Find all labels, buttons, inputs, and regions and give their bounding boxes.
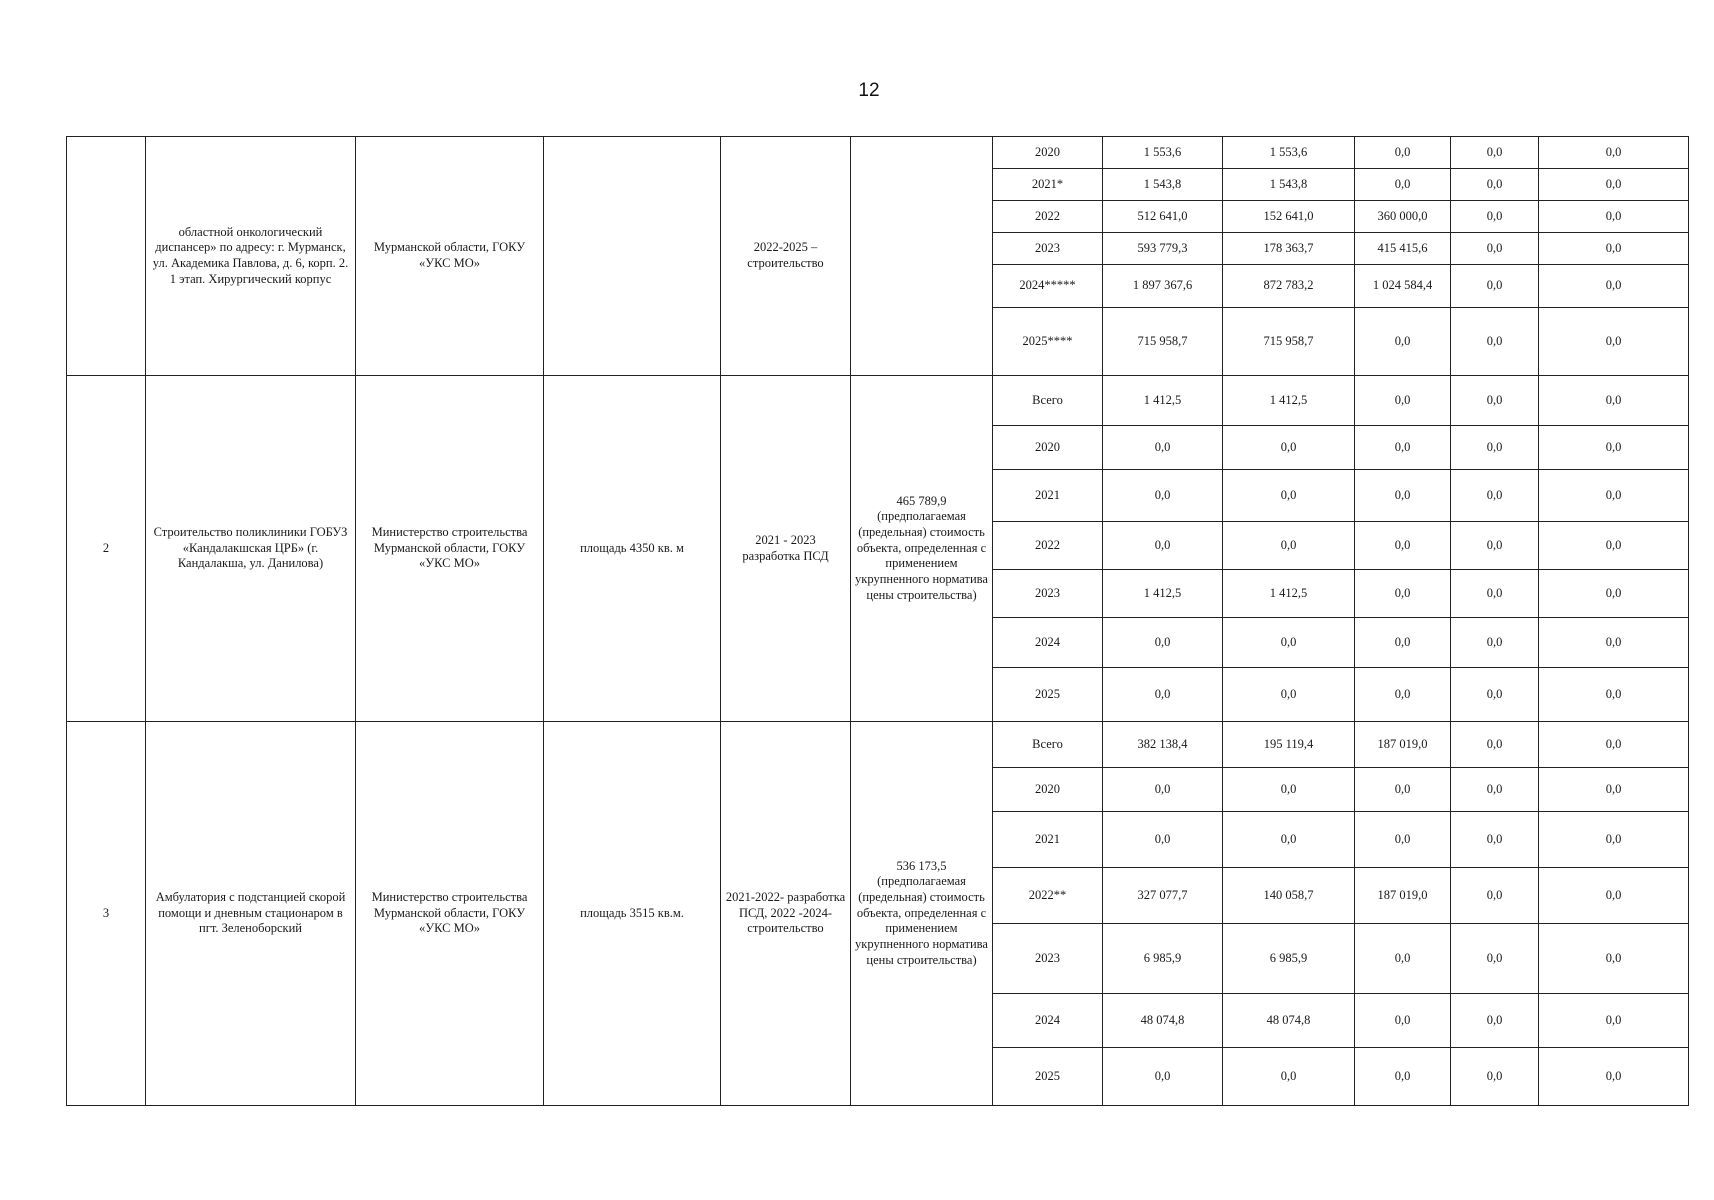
year-cell: 2025: [993, 1048, 1103, 1106]
amount-federal: 0,0: [1355, 1048, 1451, 1106]
amount-total: 0,0: [1103, 812, 1223, 868]
amount-total: 715 958,7: [1103, 308, 1223, 376]
amount-federal: 0,0: [1355, 137, 1451, 169]
amount-other: 0,0: [1539, 924, 1689, 994]
year-cell: Всего: [993, 722, 1103, 768]
amount-regional: 1 553,6: [1223, 137, 1355, 169]
amount-total: 0,0: [1103, 618, 1223, 668]
amount-regional: 1 543,8: [1223, 169, 1355, 201]
amount-local: 0,0: [1451, 1048, 1539, 1106]
amount-other: 0,0: [1539, 868, 1689, 924]
project-period: 2021 - 2023 разработка ПСД: [721, 376, 851, 722]
amount-local: 0,0: [1451, 768, 1539, 812]
amount-local: 0,0: [1451, 470, 1539, 522]
amount-total: 382 138,4: [1103, 722, 1223, 768]
amount-federal: 0,0: [1355, 812, 1451, 868]
year-cell: 2023: [993, 570, 1103, 618]
year-cell: 2024: [993, 994, 1103, 1048]
amount-other: 0,0: [1539, 1048, 1689, 1106]
project-number: 3: [67, 722, 146, 1106]
amount-regional: 0,0: [1223, 426, 1355, 470]
amount-other: 0,0: [1539, 426, 1689, 470]
amount-federal: 0,0: [1355, 994, 1451, 1048]
amount-federal: 0,0: [1355, 376, 1451, 426]
amount-regional: 0,0: [1223, 668, 1355, 722]
amount-federal: 187 019,0: [1355, 868, 1451, 924]
amount-federal: 0,0: [1355, 470, 1451, 522]
project-capacity: площадь 4350 кв. м: [544, 376, 721, 722]
project-executor: Министерство строительства Мурманской области, ГОКУ «УКС МО»: [356, 376, 544, 722]
year-cell: 2024: [993, 618, 1103, 668]
amount-other: 0,0: [1539, 570, 1689, 618]
amount-other: 0,0: [1539, 201, 1689, 233]
amount-local: 0,0: [1451, 812, 1539, 868]
amount-regional: 715 958,7: [1223, 308, 1355, 376]
year-cell: 2020: [993, 426, 1103, 470]
amount-local: 0,0: [1451, 924, 1539, 994]
amount-total: 1 553,6: [1103, 137, 1223, 169]
amount-local: 0,0: [1451, 426, 1539, 470]
amount-local: 0,0: [1451, 668, 1539, 722]
project-capacity: площадь 3515 кв.м.: [544, 722, 721, 1106]
project-executor: Министерство строительства Мурманской области, ГОКУ «УКС МО»: [356, 722, 544, 1106]
amount-local: 0,0: [1451, 618, 1539, 668]
amount-regional: 6 985,9: [1223, 924, 1355, 994]
year-cell: 2020: [993, 137, 1103, 169]
project-cost: 536 173,5 (предполагаемая (предельная) стоимость объекта, определенная с применением укрупненного норматива цены строительства): [851, 722, 993, 1106]
amount-regional: 195 119,4: [1223, 722, 1355, 768]
amount-local: 0,0: [1451, 522, 1539, 570]
year-cell: Всего: [993, 376, 1103, 426]
amount-regional: 152 641,0: [1223, 201, 1355, 233]
amount-federal: 415 415,6: [1355, 233, 1451, 265]
year-cell: 2021: [993, 470, 1103, 522]
amount-other: 0,0: [1539, 137, 1689, 169]
amount-local: 0,0: [1451, 137, 1539, 169]
amount-total: 1 412,5: [1103, 570, 1223, 618]
amount-local: 0,0: [1451, 722, 1539, 768]
amount-other: 0,0: [1539, 233, 1689, 265]
amount-federal: 0,0: [1355, 426, 1451, 470]
page-number: 12: [858, 80, 880, 101]
amount-regional: 0,0: [1223, 470, 1355, 522]
amount-total: 0,0: [1103, 470, 1223, 522]
amount-regional: 0,0: [1223, 618, 1355, 668]
year-cell: 2022**: [993, 868, 1103, 924]
project-number: 2: [67, 376, 146, 722]
amount-other: 0,0: [1539, 994, 1689, 1048]
year-cell: 2021*: [993, 169, 1103, 201]
amount-other: 0,0: [1539, 169, 1689, 201]
amount-federal: 0,0: [1355, 924, 1451, 994]
amount-other: 0,0: [1539, 470, 1689, 522]
amount-other: 0,0: [1539, 668, 1689, 722]
table-row: [67, 376, 1689, 426]
amount-federal: 0,0: [1355, 308, 1451, 376]
amount-federal: 187 019,0: [1355, 722, 1451, 768]
amount-total: 0,0: [1103, 522, 1223, 570]
project-name: областной онкологический диспансер» по адресу: г. Мурманск, ул. Академика Павлова, д. 6, корп. 2. 1 этап. Хирургический корпус: [146, 137, 356, 376]
amount-federal: 360 000,0: [1355, 201, 1451, 233]
amount-other: 0,0: [1539, 265, 1689, 308]
amount-total: 327 077,7: [1103, 868, 1223, 924]
project-name: Амбулатория с подстанцией скорой помощи и дневным стационаром в пгт. Зеленоборский: [146, 722, 356, 1106]
amount-regional: 0,0: [1223, 1048, 1355, 1106]
year-cell: 2022: [993, 201, 1103, 233]
table-body: [67, 137, 1689, 1106]
year-cell: 2023: [993, 924, 1103, 994]
amount-federal: 1 024 584,4: [1355, 265, 1451, 308]
amount-regional: 872 783,2: [1223, 265, 1355, 308]
project-name: Строительство поликлиники ГОБУЗ «Кандалакшская ЦРБ» (г. Кандалакша, ул. Данилова): [146, 376, 356, 722]
amount-regional: 48 074,8: [1223, 994, 1355, 1048]
amount-local: 0,0: [1451, 570, 1539, 618]
amount-local: 0,0: [1451, 308, 1539, 376]
amount-total: 0,0: [1103, 768, 1223, 812]
amount-total: 6 985,9: [1103, 924, 1223, 994]
year-cell: 2023: [993, 233, 1103, 265]
amount-regional: 178 363,7: [1223, 233, 1355, 265]
amount-regional: 0,0: [1223, 522, 1355, 570]
amount-total: 512 641,0: [1103, 201, 1223, 233]
amount-local: 0,0: [1451, 169, 1539, 201]
year-cell: 2022: [993, 522, 1103, 570]
project-number: [67, 137, 146, 376]
amount-total: 48 074,8: [1103, 994, 1223, 1048]
amount-total: 0,0: [1103, 1048, 1223, 1106]
amount-federal: 0,0: [1355, 522, 1451, 570]
year-cell: 2020: [993, 768, 1103, 812]
amount-total: 1 897 367,6: [1103, 265, 1223, 308]
amount-local: 0,0: [1451, 265, 1539, 308]
amount-local: 0,0: [1451, 868, 1539, 924]
amount-federal: 0,0: [1355, 668, 1451, 722]
table-row: [67, 137, 1689, 169]
amount-other: 0,0: [1539, 768, 1689, 812]
year-cell: 2025: [993, 668, 1103, 722]
investment-table: [66, 136, 1689, 1106]
amount-regional: 0,0: [1223, 768, 1355, 812]
project-executor: Мурманской области, ГОКУ «УКС МО»: [356, 137, 544, 376]
amount-regional: 140 058,7: [1223, 868, 1355, 924]
amount-federal: 0,0: [1355, 570, 1451, 618]
amount-federal: 0,0: [1355, 618, 1451, 668]
amount-other: 0,0: [1539, 308, 1689, 376]
table-row: [67, 722, 1689, 768]
amount-local: 0,0: [1451, 994, 1539, 1048]
amount-total: 1 412,5: [1103, 376, 1223, 426]
amount-other: 0,0: [1539, 812, 1689, 868]
amount-total: 0,0: [1103, 426, 1223, 470]
amount-regional: 1 412,5: [1223, 570, 1355, 618]
amount-total: 1 543,8: [1103, 169, 1223, 201]
amount-total: 593 779,3: [1103, 233, 1223, 265]
amount-federal: 0,0: [1355, 768, 1451, 812]
year-cell: 2021: [993, 812, 1103, 868]
project-cost: 465 789,9 (предполагаемая (предельная) стоимость объекта, определенная с применением укрупненного норматива цены строительства): [851, 376, 993, 722]
amount-regional: 1 412,5: [1223, 376, 1355, 426]
amount-other: 0,0: [1539, 522, 1689, 570]
amount-regional: 0,0: [1223, 812, 1355, 868]
project-cost: [851, 137, 993, 376]
project-capacity: [544, 137, 721, 376]
project-period: 2022-2025 – строительство: [721, 137, 851, 376]
amount-other: 0,0: [1539, 722, 1689, 768]
amount-local: 0,0: [1451, 233, 1539, 265]
year-cell: 2025****: [993, 308, 1103, 376]
amount-federal: 0,0: [1355, 169, 1451, 201]
amount-local: 0,0: [1451, 376, 1539, 426]
amount-other: 0,0: [1539, 618, 1689, 668]
amount-total: 0,0: [1103, 668, 1223, 722]
year-cell: 2024*****: [993, 265, 1103, 308]
amount-local: 0,0: [1451, 201, 1539, 233]
amount-other: 0,0: [1539, 376, 1689, 426]
project-period: 2021-2022- разработка ПСД, 2022 -2024- строительство: [721, 722, 851, 1106]
